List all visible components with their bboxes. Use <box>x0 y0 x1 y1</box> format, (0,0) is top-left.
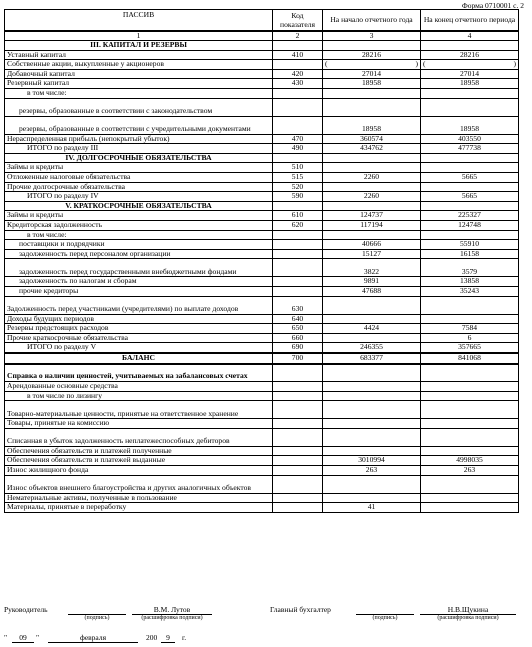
row-end-value <box>421 475 519 493</box>
table-row <box>5 419 519 429</box>
row-label: Арендованные основные средства <box>5 382 273 392</box>
row-label: Прочие краткосрочные обязательства <box>5 333 273 343</box>
table-row <box>5 89 519 99</box>
row-start-value <box>323 493 421 503</box>
date-year-prefix: 200 <box>146 633 158 642</box>
signatures-block <box>4 605 518 647</box>
header-start-of-year: На начало отчетного года <box>323 10 421 31</box>
date-year-suffix: 9 <box>166 633 170 642</box>
header-end-of-period: На конец отчетного периода <box>421 10 519 31</box>
parenthesis-value: ( ) <box>325 59 418 69</box>
row-code <box>273 89 323 99</box>
row-label: Уставный капитал <box>5 50 273 60</box>
table-row <box>5 249 519 259</box>
row-label: БАЛАНС <box>5 353 273 364</box>
row-end-value <box>421 391 519 401</box>
row-end-value: 263 <box>421 466 519 476</box>
row-start-value <box>323 230 421 240</box>
row-end-value <box>421 503 519 513</box>
accountant-name: Н.В.Щукина <box>447 605 489 614</box>
row-end-value: 5665 <box>421 173 519 183</box>
row-code <box>273 240 323 250</box>
date-month-line <box>48 642 138 643</box>
accountant-sign-caption: (подпись) <box>372 615 398 621</box>
row-code <box>273 503 323 513</box>
row-start-value <box>323 60 421 70</box>
row-label: Задолженность перед участниками (учредителями) по выплате доходов <box>5 296 273 314</box>
table-row <box>5 314 519 324</box>
table-row <box>5 60 519 70</box>
row-label: Кредиторская задолженность <box>5 221 273 231</box>
row-code <box>273 259 323 277</box>
table-row <box>5 493 519 503</box>
row-end-value: 357665 <box>421 343 519 353</box>
report-date <box>4 633 518 647</box>
signature-row <box>4 605 518 627</box>
table-row <box>5 475 519 493</box>
parenthesis-value: ( ) <box>423 59 516 69</box>
row-start-value: 434762 <box>323 144 421 154</box>
header-code: Код показателя <box>273 10 323 31</box>
row-end-value <box>421 314 519 324</box>
row-code: 640 <box>273 314 323 324</box>
table-row <box>5 401 519 419</box>
table-row <box>5 173 519 183</box>
table-row <box>5 98 519 116</box>
row-start-value: 18958 <box>323 116 421 134</box>
row-end-value <box>421 60 519 70</box>
column-number: 3 <box>323 31 421 41</box>
row-code: 690 <box>273 343 323 353</box>
row-start-value: 28216 <box>323 50 421 60</box>
row-label: Обеспечения обязательств и платежей полученные <box>5 446 273 456</box>
row-end-value: 225327 <box>421 211 519 221</box>
row-label: Займы и кредиты <box>5 163 273 173</box>
liabilities-balance-table <box>4 9 519 513</box>
row-code <box>273 60 323 70</box>
table-row <box>5 333 519 343</box>
row-code <box>273 201 323 211</box>
table-row <box>5 182 519 192</box>
row-label: III. КАПИТАЛ И РЕЗЕРВЫ <box>5 41 273 51</box>
row-start-value: 3010994 <box>323 456 421 466</box>
date-day-line <box>12 642 34 643</box>
row-label: Износ жилищного фонда <box>5 466 273 476</box>
row-end-value <box>421 382 519 392</box>
date-month: февраля <box>79 633 107 642</box>
row-end-value: 27014 <box>421 69 519 79</box>
row-end-value: 403550 <box>421 134 519 144</box>
row-start-value: 40666 <box>323 240 421 250</box>
table-row <box>5 296 519 314</box>
column-numbers-row <box>5 31 519 41</box>
row-label: Собственные акции, выкупленные у акционеров <box>5 60 273 70</box>
header-passive: ПАССИВ <box>5 10 273 31</box>
row-start-value <box>323 163 421 173</box>
table-row <box>5 116 519 134</box>
row-label: Резервы предстоящих расходов <box>5 324 273 334</box>
form-code: Форма 0710001 с. 2 <box>461 1 524 10</box>
row-start-value <box>323 41 421 51</box>
row-label: задолженность перед государственными внебюджетными фондами <box>5 259 273 277</box>
row-label: ИТОГО по разделу IV <box>5 192 273 202</box>
head-name: В.М. Лутов <box>153 605 191 614</box>
row-start-value: 683377 <box>323 353 421 364</box>
row-end-value <box>421 230 519 240</box>
row-code <box>273 401 323 419</box>
row-code: 630 <box>273 296 323 314</box>
row-start-value: 41 <box>323 503 421 513</box>
row-end-value: 4998035 <box>421 456 519 466</box>
row-start-value <box>323 182 421 192</box>
row-code <box>273 230 323 240</box>
row-code: 660 <box>273 333 323 343</box>
row-end-value <box>421 41 519 51</box>
head-decode-caption: (расшифровка подписи) <box>141 615 203 621</box>
row-code: 470 <box>273 134 323 144</box>
date-year-end: г. <box>182 633 187 642</box>
row-end-value: 124748 <box>421 221 519 231</box>
row-end-value <box>421 446 519 456</box>
row-code <box>273 391 323 401</box>
row-start-value <box>323 296 421 314</box>
row-start-value: 124737 <box>323 211 421 221</box>
row-code: 520 <box>273 182 323 192</box>
row-end-value <box>421 153 519 163</box>
accountant-label: Главный бухгалтер <box>270 605 331 614</box>
row-label: поставщики и подрядчики <box>5 240 273 250</box>
row-label: Нематериальные активы, полученные в пользование <box>5 493 273 503</box>
row-end-value: 7584 <box>421 324 519 334</box>
row-code: 510 <box>273 163 323 173</box>
row-start-value <box>323 314 421 324</box>
row-end-value <box>421 428 519 446</box>
row-start-value: 246355 <box>323 343 421 353</box>
date-year-line <box>161 642 175 643</box>
row-start-value: 27014 <box>323 69 421 79</box>
row-end-value <box>421 98 519 116</box>
table-row <box>5 428 519 446</box>
column-number: 2 <box>273 31 323 41</box>
table-row <box>5 163 519 173</box>
row-code <box>273 116 323 134</box>
row-end-value: 18958 <box>421 79 519 89</box>
table-row <box>5 364 519 382</box>
row-start-value <box>323 391 421 401</box>
row-code: 590 <box>273 192 323 202</box>
row-code <box>273 428 323 446</box>
row-end-value <box>421 163 519 173</box>
row-code: 410 <box>273 50 323 60</box>
row-code: 430 <box>273 79 323 89</box>
row-start-value <box>323 382 421 392</box>
row-code <box>273 286 323 296</box>
row-code: 515 <box>273 173 323 183</box>
row-code <box>273 475 323 493</box>
row-start-value <box>323 446 421 456</box>
row-end-value <box>421 493 519 503</box>
row-start-value: 18958 <box>323 79 421 89</box>
row-end-value: 55910 <box>421 240 519 250</box>
table-row <box>5 134 519 144</box>
table-row <box>5 277 519 287</box>
row-start-value <box>323 201 421 211</box>
row-label: резервы, образованные в соответствии с законодательством <box>5 98 273 116</box>
date-day: 09 <box>19 633 27 642</box>
column-number: 4 <box>421 31 519 41</box>
row-code <box>273 493 323 503</box>
row-label: прочие кредиторы <box>5 286 273 296</box>
row-end-value <box>421 296 519 314</box>
row-label: Резервный капитал <box>5 79 273 89</box>
row-end-value <box>421 182 519 192</box>
row-start-value: 360574 <box>323 134 421 144</box>
table-header-row <box>5 10 519 31</box>
row-label: Прочие долгосрочные обязательства <box>5 182 273 192</box>
table-row <box>5 343 519 353</box>
row-code <box>273 249 323 259</box>
row-code <box>273 364 323 382</box>
row-end-value <box>421 419 519 429</box>
row-code <box>273 446 323 456</box>
table-row <box>5 456 519 466</box>
table-row <box>5 192 519 202</box>
table-row <box>5 324 519 334</box>
row-end-value: 5665 <box>421 192 519 202</box>
row-end-value <box>421 364 519 382</box>
row-start-value <box>323 364 421 382</box>
row-code <box>273 466 323 476</box>
table-row <box>5 503 519 513</box>
column-number: 1 <box>5 31 273 41</box>
row-label: ИТОГО по разделу III <box>5 144 273 154</box>
row-end-value <box>421 89 519 99</box>
table-row <box>5 382 519 392</box>
date-quote-open: " <box>4 633 8 642</box>
table-row <box>5 466 519 476</box>
table-row <box>5 230 519 240</box>
row-label: резервы, образованные в соответствии с учредительными документами <box>5 116 273 134</box>
table-row <box>5 201 519 211</box>
date-quote-close: " <box>36 633 40 642</box>
row-end-value <box>421 401 519 419</box>
row-label: ИТОГО по разделу V <box>5 343 273 353</box>
row-end-value <box>421 201 519 211</box>
row-start-value: 3822 <box>323 259 421 277</box>
table-row <box>5 391 519 401</box>
table-row <box>5 153 519 163</box>
row-code <box>273 419 323 429</box>
table-row <box>5 353 519 364</box>
row-label: Обеспечения обязательств и платежей выданные <box>5 456 273 466</box>
row-start-value <box>323 153 421 163</box>
row-end-value: 3579 <box>421 259 519 277</box>
row-start-value <box>323 98 421 116</box>
table-row <box>5 446 519 456</box>
row-end-value: 6 <box>421 333 519 343</box>
row-start-value <box>323 475 421 493</box>
row-start-value <box>323 428 421 446</box>
row-code <box>273 153 323 163</box>
row-start-value: 47688 <box>323 286 421 296</box>
head-label: Руководитель <box>4 605 48 614</box>
row-start-value <box>323 89 421 99</box>
table-row <box>5 211 519 221</box>
row-code <box>273 456 323 466</box>
row-code <box>273 277 323 287</box>
row-code: 650 <box>273 324 323 334</box>
row-start-value: 2260 <box>323 192 421 202</box>
row-label: задолженность перед персоналом организации <box>5 249 273 259</box>
row-code: 700 <box>273 353 323 364</box>
row-label: Справка о наличии ценностей, учитываемых на забалансовых счетах <box>5 364 273 382</box>
row-label: Износ объектов внешнего благоустройства и других аналогичных объектов <box>5 475 273 493</box>
table-row <box>5 259 519 277</box>
table-row <box>5 50 519 60</box>
row-code <box>273 98 323 116</box>
row-label: Товары, принятые на комиссию <box>5 419 273 429</box>
row-start-value: 4424 <box>323 324 421 334</box>
row-code: 420 <box>273 69 323 79</box>
accountant-decode-caption: (расшифровка подписи) <box>437 615 499 621</box>
head-sign-caption: (подпись) <box>84 615 110 621</box>
table-row <box>5 41 519 51</box>
row-label: Списанная в убыток задолженность неплатежеспособных дебиторов <box>5 428 273 446</box>
table-row <box>5 221 519 231</box>
row-label: V. КРАТКОСРОЧНЫЕ ОБЯЗАТЕЛЬСТВА <box>5 201 273 211</box>
table-row <box>5 240 519 250</box>
table-row <box>5 69 519 79</box>
row-code: 610 <box>273 211 323 221</box>
row-label: Товарно-материальные ценности, принятые на ответственное хранение <box>5 401 273 419</box>
row-code: 620 <box>273 221 323 231</box>
table-row <box>5 286 519 296</box>
row-code: 490 <box>273 144 323 154</box>
row-label: в том числе: <box>5 89 273 99</box>
row-end-value: 13858 <box>421 277 519 287</box>
row-label: Материалы, принятые в переработку <box>5 503 273 513</box>
row-start-value <box>323 333 421 343</box>
row-end-value: 841068 <box>421 353 519 364</box>
row-end-value: 477738 <box>421 144 519 154</box>
row-end-value: 28216 <box>421 50 519 60</box>
row-start-value: 9891 <box>323 277 421 287</box>
row-label: Доходы будущих периодов <box>5 314 273 324</box>
row-end-value: 35243 <box>421 286 519 296</box>
row-start-value: 2260 <box>323 173 421 183</box>
row-label: задолженность по налогам и сборам <box>5 277 273 287</box>
table-row <box>5 79 519 89</box>
row-label: в том числе: <box>5 230 273 240</box>
table-row <box>5 144 519 154</box>
row-code <box>273 41 323 51</box>
row-end-value: 16158 <box>421 249 519 259</box>
row-label: Займы и кредиты <box>5 211 273 221</box>
row-label: Добавочный капитал <box>5 69 273 79</box>
row-label: Отложенные налоговые обязательства <box>5 173 273 183</box>
row-start-value: 263 <box>323 466 421 476</box>
row-start-value <box>323 401 421 419</box>
row-label: Нераспределенная прибыль (непокрытый убыток) <box>5 134 273 144</box>
row-start-value: 15127 <box>323 249 421 259</box>
row-end-value: 18958 <box>421 116 519 134</box>
row-start-value: 117194 <box>323 221 421 231</box>
row-label: в том числе по лизингу <box>5 391 273 401</box>
row-label: IV. ДОЛГОСРОЧНЫЕ ОБЯЗАТЕЛЬСТВА <box>5 153 273 163</box>
row-start-value <box>323 419 421 429</box>
row-code <box>273 382 323 392</box>
